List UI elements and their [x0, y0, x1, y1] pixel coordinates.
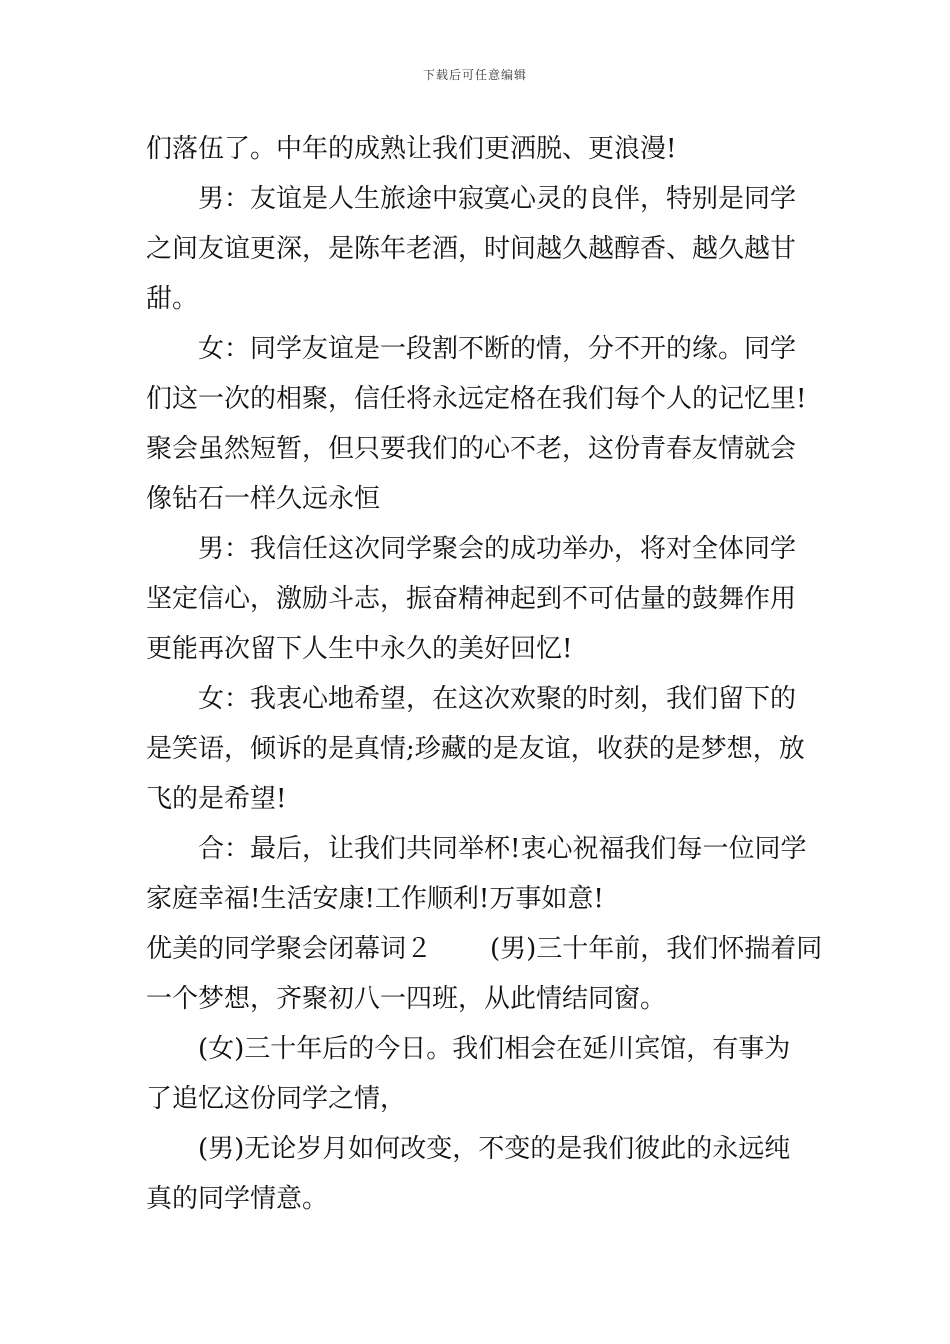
- text-line: 是笑语，倾诉的是真情;珍藏的是友谊，收获的是梦想，放: [146, 734, 805, 764]
- text-line: 了追忆这份同学之情，: [146, 1084, 407, 1114]
- text-line: 之间友谊更深，是陈年老酒，时间越久越醇香、越久越甘: [146, 234, 797, 264]
- document-body: [146, 124, 823, 1224]
- paragraph-male-speaker: [146, 1124, 806, 1224]
- text-line: (女)三十年后的今日。我们相会在延川宾馆，有事为: [198, 1034, 791, 1064]
- text-line: 更能再次留下人生中永久的美好回忆!: [146, 634, 573, 664]
- paragraph: [146, 124, 806, 174]
- text-line: [146, 924, 823, 974]
- text-line: 一个梦想，齐聚初八一四班，从此情结同窗。: [146, 984, 667, 1014]
- paragraph-male-speaker: [146, 174, 806, 324]
- text-line: 合：最后，让我们共同举杯!衷心祝福我们每一位同学: [198, 834, 807, 864]
- text-line: 女：我衷心地希望，在这次欢聚的时刻，我们留下的: [198, 684, 797, 714]
- text-line: (男)无论岁月如何改变，不变的是我们彼此的永远纯: [198, 1134, 791, 1164]
- paragraph-male-speaker: [146, 524, 806, 674]
- text-line: 男：友谊是人生旅途中寂寞心灵的良伴，特别是同学: [198, 184, 797, 214]
- page-header: 下载后可任意编辑: [422, 68, 527, 82]
- text-line: 聚会虽然短暂，但只要我们的心不老，这份青春友情就会: [146, 434, 797, 464]
- text-line: 家庭幸福!生活安康!工作顺利!万事如意!: [146, 884, 604, 914]
- text-line: 像钻石一样久远永恒: [146, 484, 381, 514]
- text-line: 们这一次的相聚，信任将永远定格在我们每个人的记忆里!: [146, 384, 807, 414]
- section-title: 优美的同学聚会闭幕词２: [146, 934, 433, 964]
- paragraph-together: [146, 824, 806, 924]
- text-line: 们落伍了。中年的成熟让我们更洒脱、更浪漫!: [146, 134, 677, 164]
- paragraph-female-speaker: [146, 674, 806, 824]
- text-line: 真的同学情意。: [146, 1184, 329, 1214]
- paragraph-female-speaker: [146, 324, 806, 524]
- text-line: 女：同学友谊是一段割不断的情，分不开的缘。同学: [198, 334, 797, 364]
- text-run: (男)三十年前，我们怀揣着同: [490, 934, 823, 964]
- text-line: 甜。: [146, 284, 199, 314]
- text-line: 坚定信心，激励斗志，振奋精神起到不可估量的鼓舞作用: [146, 584, 797, 614]
- text-line: 飞的是希望!: [146, 784, 287, 814]
- section-start: [146, 924, 823, 1024]
- paragraph-female-speaker: [146, 1024, 806, 1124]
- text-line: 男：我信任这次同学聚会的成功举办，将对全体同学: [198, 534, 797, 564]
